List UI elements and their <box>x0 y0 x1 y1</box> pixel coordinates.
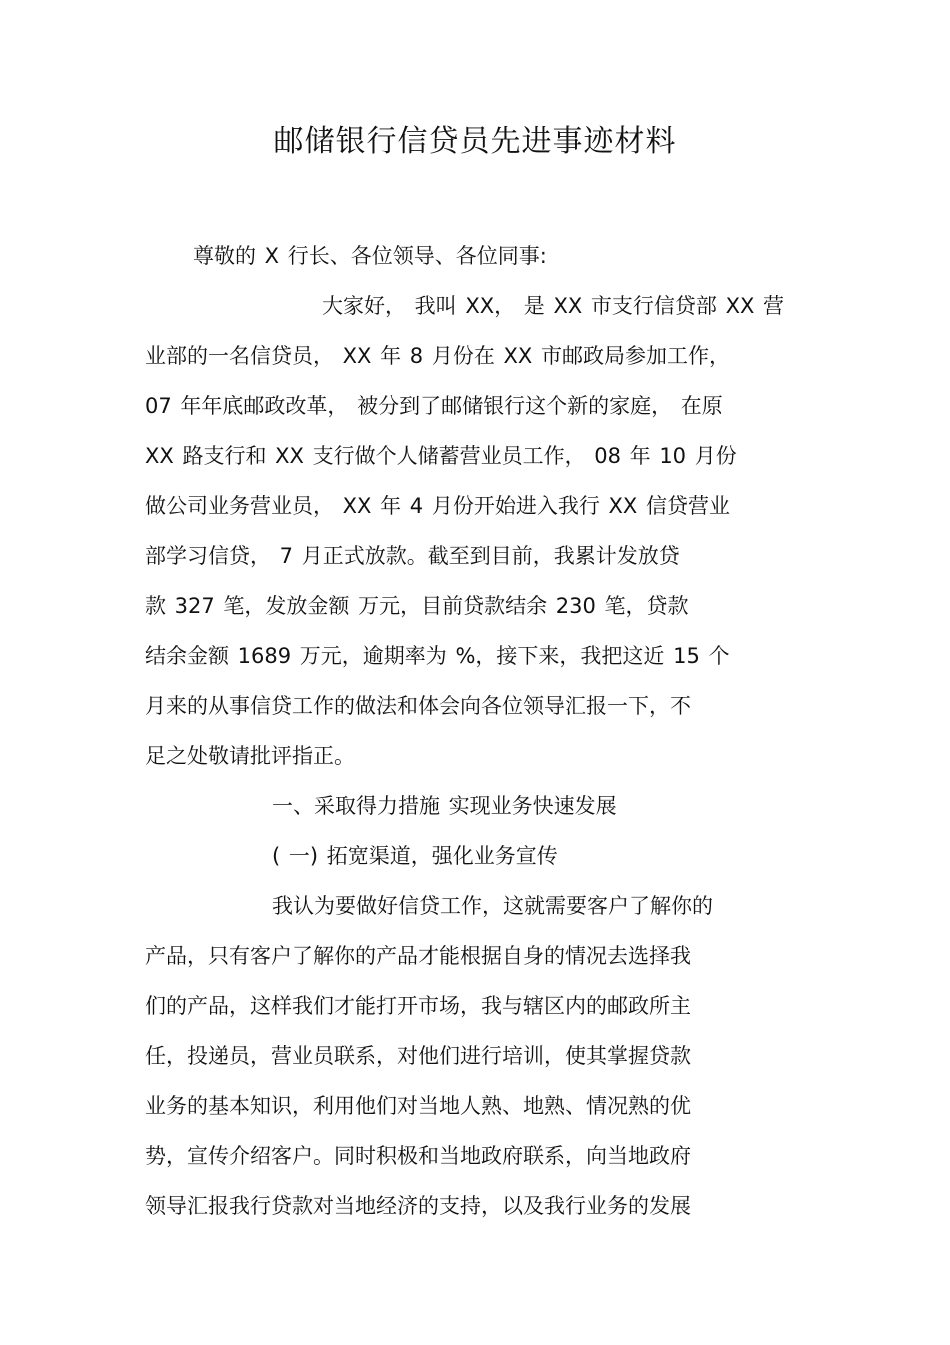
body-line: 们的产品，这样我们才能打开市场，我与辖区内的邮政所主 <box>145 994 691 1018</box>
body-line: 势，宣传介绍客户。同时积极和当地政府联系，向当地政府 <box>145 1144 691 1168</box>
body-line: 款 327 笔，发放金额 万元，目前贷款结余 230 笔，贷款 <box>145 594 689 618</box>
body-line: 领导汇报我行贷款对当地经济的支持，以及我行业务的发展 <box>145 1194 691 1218</box>
body-line: 产品，只有客户了解你的产品才能根据自身的情况去选择我 <box>145 944 691 968</box>
body-line: 结余金额 1689 万元，逾期率为 %，接下来，我把这近 15 个 <box>145 644 730 668</box>
subsection-heading: ( 一) 拓宽渠道，强化业务宣传 <box>272 844 558 868</box>
salutation-line: 尊敬的 X 行长、各位领导、各位同事: <box>193 244 547 268</box>
body-line: 我认为要做好信贷工作，这就需要客户了解你的 <box>272 894 713 918</box>
body-line: 做公司业务营业员， XX 年 4 月份开始进入我行 XX 信贷营业 <box>145 494 730 518</box>
body-line: 业务的基本知识，利用他们对当地人熟、地熟、情况熟的优 <box>145 1094 691 1118</box>
body-line: 业部的一名信贷员， XX 年 8 月份在 XX 市邮政局参加工作， <box>145 344 730 368</box>
section-heading: 一、采取得力措施 实现业务快速发展 <box>272 794 617 818</box>
body-line: XX 路支行和 XX 支行做个人储蓄营业员工作， 08 年 10 月份 <box>145 444 737 468</box>
document-title: 邮储银行信贷员先进事迹材料 <box>273 124 677 159</box>
body-line: 足之处敬请批评指正。 <box>145 744 355 768</box>
body-line: 部学习信贷， 7 月正式放款。截至到目前，我累计发放贷 <box>145 544 680 568</box>
body-line: 07 年年底邮政改革， 被分到了邮储银行这个新的家庭， 在原 <box>145 394 723 418</box>
body-line: 月来的从事信贷工作的做法和体会向各位领导汇报一下，不 <box>145 694 691 718</box>
body-line: 大家好， 我叫 XX， 是 XX 市支行信贷部 XX 营 <box>322 294 785 318</box>
body-line: 任，投递员，营业员联系，对他们进行培训，使其掌握贷款 <box>145 1044 691 1068</box>
